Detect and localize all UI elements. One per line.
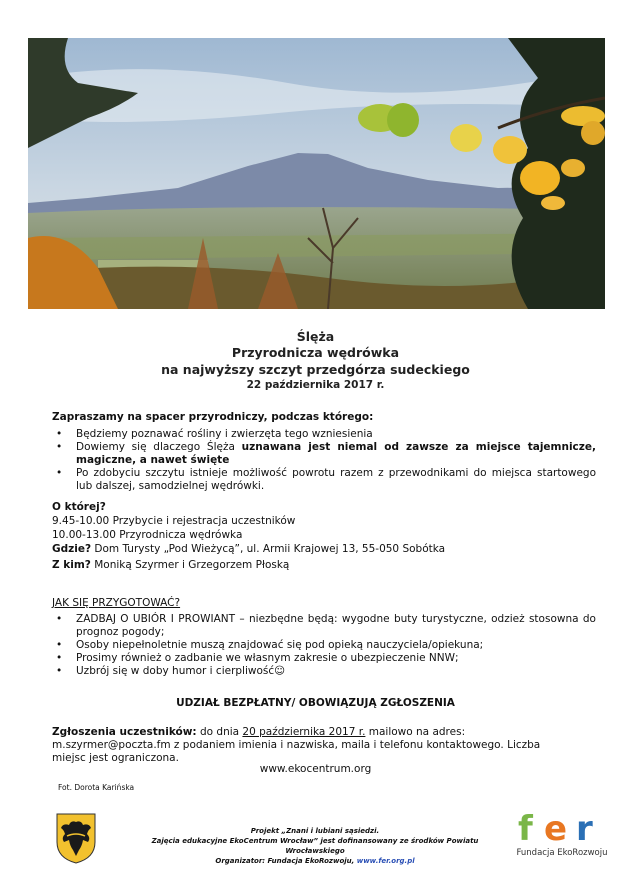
footer-organizer: Organizator: Fundacja EkoRozwoju,: [215, 857, 357, 865]
website-link[interactable]: www.ekocentrum.org: [259, 763, 372, 775]
footer-line-3: [150, 856, 480, 866]
event-subtitle: Przyrodnicza wędrówka: [231, 345, 400, 360]
list-item: • ZADBAJ O UBIÓR I PROWIANT – niezbędne będą: wygodne buty turystyczne, odzież stosowna do prognoz pogody;: [52, 613, 596, 639]
list-item-text: Dowiemy się dlaczego Ślęża: [76, 441, 242, 453]
list-item: • Po zdobyciu szczytu istnieje możliwość powrotu razem z przewodnikami do miejsca startowego lub dalszej, samodzielnej wędrówki.: [52, 467, 596, 493]
fer-logo-r: r: [576, 809, 593, 849]
guides-value: Moniką Szyrmer i Grzegorzem Płoską: [90, 559, 290, 571]
list-item: • Uzbrój się w doby humor i cierpliwość☺: [52, 665, 596, 678]
coat-of-arms-icon: [55, 812, 97, 864]
event-subtitle-2: na najwyższy szczyt przedgórza sudeckiego: [161, 362, 470, 377]
fer-logo: [516, 809, 608, 861]
landscape-photo: [28, 38, 605, 309]
list-item: [52, 441, 596, 467]
intro-heading: Zapraszamy na spacer przyrodniczy, podczas którego:: [52, 411, 374, 423]
schedule-line-2: 10.00-13.00 Przyrodnicza wędrówka: [52, 529, 243, 541]
registration-info: [52, 726, 564, 765]
place-line: [52, 543, 445, 556]
schedule-line-1: 9.45-10.00 Przybycie i rejestracja uczestników: [52, 515, 296, 527]
list-item-emphasis: uznawana jest niemal od zawsze za miejsce tajemnicze, magiczne, a nawet święte: [76, 441, 597, 466]
intro-list: [52, 428, 596, 493]
footer-note: [150, 826, 480, 866]
event-title: Ślęża: [296, 329, 335, 344]
footer-line-1: Projekt „Znani i lubiani sąsiedzi.: [250, 827, 380, 835]
footer-link[interactable]: www.fer.org.pl: [356, 857, 415, 865]
free-participation-notice: UDZIAŁ BEZPŁATNY/ OBOWIĄZUJĄ ZGŁOSZENIA: [176, 697, 455, 709]
fer-logo-e: e: [544, 809, 568, 849]
list-item: • Prosimy również o zadbanie we własnym zakresie o ubezpieczenie NNW;: [52, 652, 596, 665]
footer-line-2: Zajęcia edukacyjne EkoCentrum Wrocław” jest dofinansowany ze środków Powiatu Wrocławskiego: [151, 837, 479, 855]
schedule-heading: O której?: [52, 501, 106, 513]
prep-heading: JAK SIĘ PRZYGOTOWAĆ?: [52, 597, 181, 609]
guides-line: [52, 559, 289, 572]
registration-details: mailowo na adres: m.szyrmer@poczta.fm z podaniem imienia i nazwiska, maila i telefonu kontaktowego. Liczba miejsc jest ograniczona.: [52, 726, 541, 764]
fer-logo-caption: Fundacja EkoRozwoju: [516, 848, 608, 858]
registration-deadline: 20 października 2017 r.: [242, 726, 366, 738]
registration-label: Zgłoszenia uczestników:: [52, 726, 197, 738]
guides-label: Z kim?: [52, 559, 91, 571]
photo-credit: Fot. Dorota Karińska: [58, 783, 135, 792]
event-date: 22 października 2017 r.: [246, 379, 385, 391]
fer-logo-letters: [516, 809, 608, 849]
registration-pre: do dnia: [196, 726, 243, 738]
list-item: • Będziemy poznawać rośliny i zwierzęta tego wzniesienia: [52, 428, 596, 441]
place-value: Dom Turysty „Pod Wieżycą”, ul. Armii Krajowej 13, 55-050 Sobótka: [91, 543, 446, 555]
prep-list: [52, 613, 596, 678]
fer-logo-f: f: [518, 809, 533, 849]
place-label: Gdzie?: [52, 543, 92, 555]
list-item: • Osoby niepełnoletnie muszą znajdować się pod opieką nauczyciela/opiekuna;: [52, 639, 596, 652]
